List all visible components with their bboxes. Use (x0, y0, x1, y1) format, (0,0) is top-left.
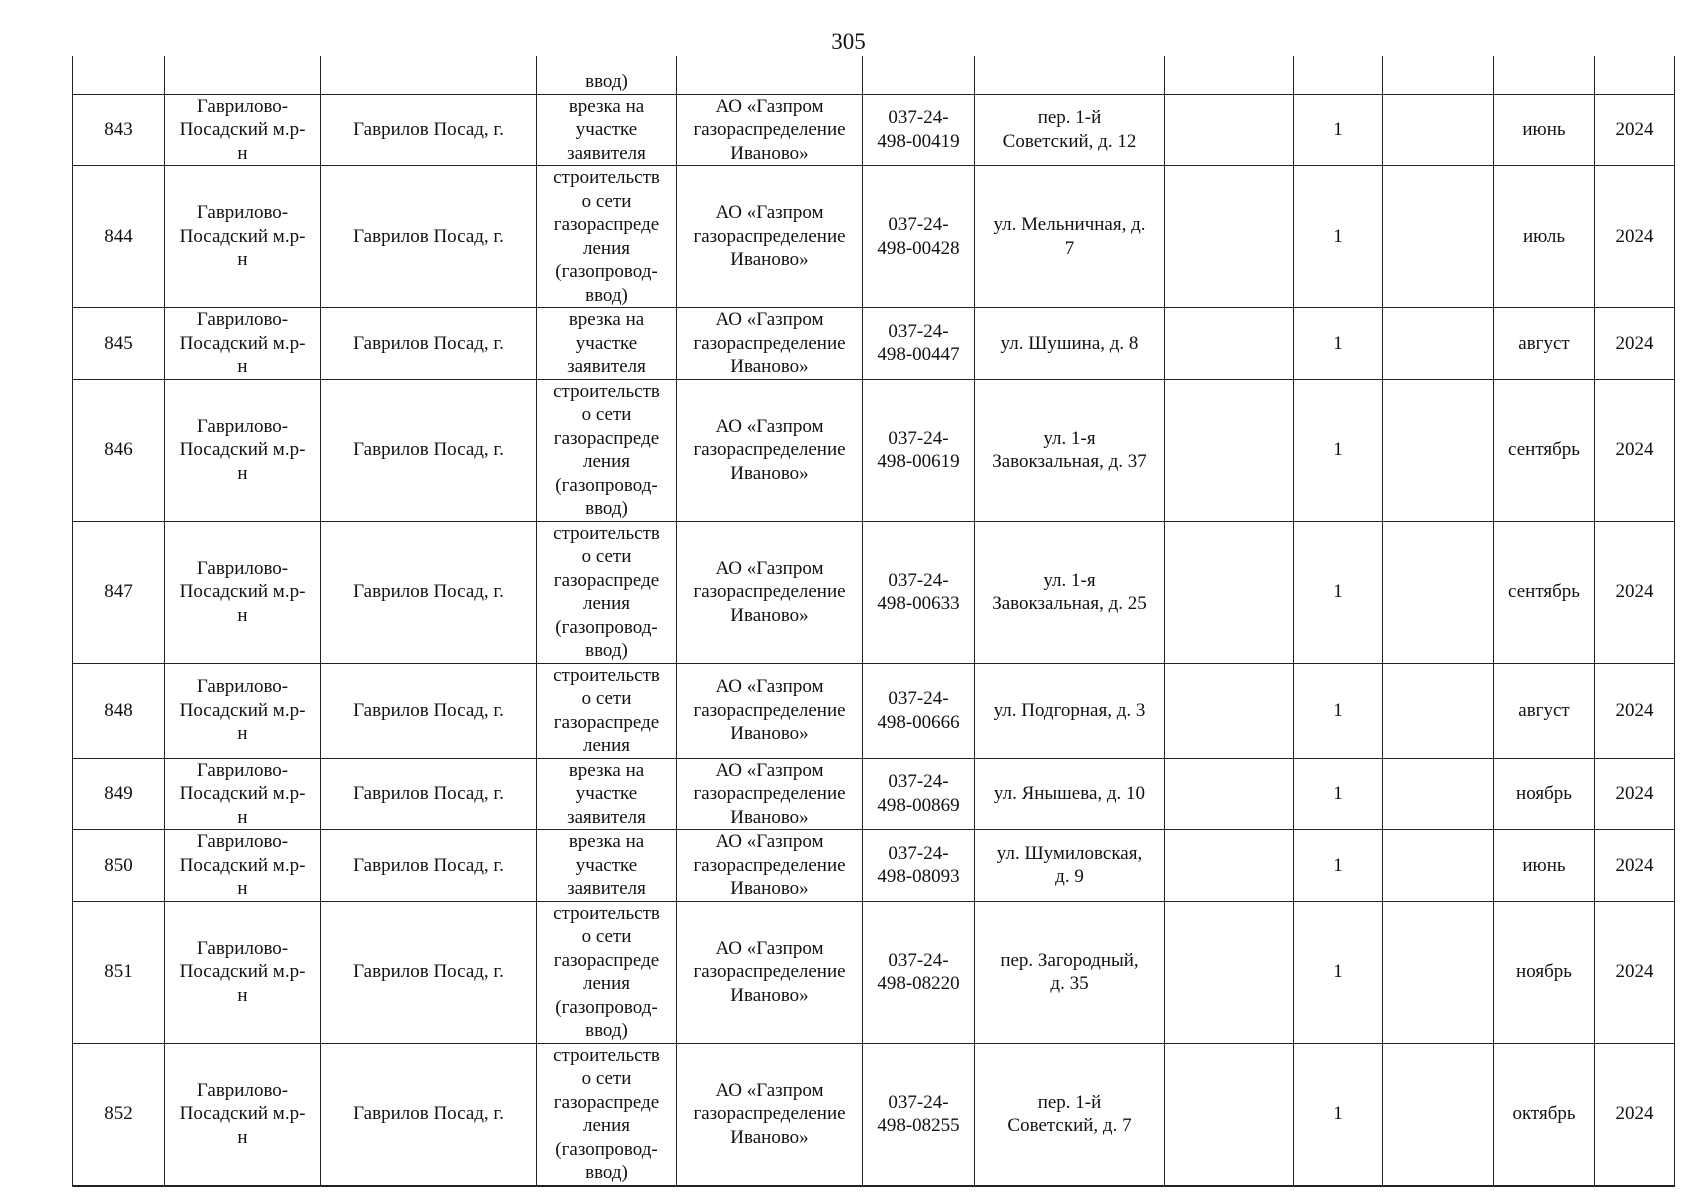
cell-line: Посадский м.р- (179, 332, 306, 354)
cell-line: 037-24- (888, 214, 949, 235)
cell-number: 843 (73, 94, 165, 166)
cell-code (863, 1043, 975, 1186)
cell-line: 498-00619 (877, 451, 960, 472)
cell-month: август (1494, 308, 1595, 380)
cell-locality: Гаврилов Посад, г. (321, 758, 537, 830)
cell-code (863, 758, 975, 830)
cell-line: газораспреде (553, 711, 660, 733)
cell-line: заявителя (567, 806, 646, 828)
cell-empty (1165, 94, 1294, 166)
cell-year: 2024 (1595, 758, 1675, 830)
cell-number: 845 (73, 308, 165, 380)
cell-line: ул. Шушина, д. 8 (1000, 332, 1139, 354)
cell-line: Гаврилово- (196, 415, 289, 437)
cell-line: н (237, 723, 248, 745)
cell-line: о сети (581, 546, 632, 567)
cell-work-type (537, 830, 677, 902)
cell-code (863, 379, 975, 521)
cell-line: (газопровод- (555, 996, 658, 1018)
cell-line: Гаврилово- (196, 202, 289, 224)
cell-district (165, 166, 321, 308)
cell-code (863, 830, 975, 902)
cell-line: ввод) (585, 284, 628, 306)
cell-line: 037-24- (888, 842, 949, 864)
cell-work-type (537, 166, 677, 308)
cell-line: участке (575, 119, 638, 140)
cell-empty (1165, 663, 1294, 758)
cell-month: октябрь (1494, 1043, 1595, 1186)
cell-line: газораспределение (693, 225, 846, 247)
cell-empty (1383, 1043, 1494, 1186)
cell-address (975, 379, 1165, 521)
cell-line: Посадский м.р- (179, 119, 306, 140)
cell-line: Гаврилово- (196, 759, 289, 781)
cell-line: АО «Газпром (715, 759, 824, 781)
cell-district (165, 308, 321, 380)
cell-empty (1165, 56, 1294, 94)
cell-line: АО «Газпром (715, 557, 824, 579)
cell-count: 1 (1294, 830, 1383, 902)
cell-line: участке (575, 332, 638, 354)
cell-line: д. 9 (1055, 866, 1084, 888)
cell-empty (1165, 166, 1294, 308)
cell-year: 2024 (1595, 379, 1675, 521)
cell-empty (677, 56, 863, 94)
cell-line: АО «Газпром (715, 676, 824, 698)
cell-line: ул. 1-я (1043, 427, 1096, 449)
cell-count: 1 (1294, 94, 1383, 166)
cell-district (165, 379, 321, 521)
cell-line: 037-24- (888, 688, 949, 709)
page-number: 305 (831, 29, 866, 54)
cell-line: о сети (581, 926, 632, 947)
table-row (73, 308, 1675, 380)
cell-line: ления (583, 593, 630, 614)
cell-work-type (537, 308, 677, 380)
cell-code (863, 166, 975, 308)
cell-line: 498-00419 (877, 130, 960, 152)
cell-line: 037-24- (888, 771, 949, 793)
cell-empty (1165, 758, 1294, 830)
cell-empty (1383, 94, 1494, 166)
cell-line: ввод) (585, 498, 628, 519)
cell-line: врезка на (568, 759, 645, 781)
cell-line: Посадский м.р- (179, 961, 306, 983)
cell-line: н (237, 604, 248, 626)
cell-line: д. 35 (1050, 973, 1089, 994)
cell-month: сентябрь (1494, 521, 1595, 663)
cell-address (975, 758, 1165, 830)
cell-line: строительств (553, 664, 660, 686)
cell-empty (1383, 830, 1494, 902)
cell-line: Посадский м.р- (179, 439, 306, 461)
cell-number: 851 (73, 901, 165, 1043)
cell-line: пер. 1-й (1037, 107, 1102, 129)
cell-line: заявителя (567, 356, 646, 377)
cell-line: АО «Газпром (715, 415, 824, 437)
cell-line: строительств (553, 902, 660, 924)
cell-year: 2024 (1595, 901, 1675, 1043)
cell-line: Иваново» (730, 723, 809, 745)
cell-empty (1595, 56, 1675, 94)
cell-code (863, 94, 975, 166)
cell-line: Гаврилово- (196, 95, 289, 117)
cell-line: ул. Янышева, д. 10 (993, 783, 1146, 804)
cell-work-type (537, 521, 677, 663)
cell-line: н (237, 356, 248, 377)
cell-code (863, 901, 975, 1043)
cell-district (165, 901, 321, 1043)
cell-line: Иваново» (730, 462, 809, 484)
cell-line: 037-24- (888, 569, 949, 591)
cell-year: 2024 (1595, 1043, 1675, 1186)
cell-address (975, 830, 1165, 902)
cell-month: ноябрь (1494, 758, 1595, 830)
cell-line: ул. Шумиловская, (996, 842, 1143, 864)
cell-district (165, 521, 321, 663)
cell-line: 037-24- (888, 949, 949, 971)
cell-count: 1 (1294, 758, 1383, 830)
cell-district (165, 1043, 321, 1186)
cell-line: Посадский м.р- (179, 854, 306, 876)
cell-count: 1 (1294, 379, 1383, 521)
cell-address (975, 1043, 1165, 1186)
cell-line: о сети (581, 688, 632, 709)
cell-empty (975, 56, 1165, 94)
cell-code (863, 308, 975, 380)
cell-line: Иваново» (730, 878, 809, 899)
cell-number: 850 (73, 830, 165, 902)
table-row (73, 901, 1675, 1043)
cell-locality: Гаврилов Посад, г. (321, 308, 537, 380)
cell-line: газораспределение (693, 439, 846, 461)
cell-locality: Гаврилов Посад, г. (321, 901, 537, 1043)
cell-line: н (237, 806, 248, 828)
cell-code (863, 521, 975, 663)
cell-work-type (537, 379, 677, 521)
cell-organization (677, 308, 863, 380)
table-row (73, 521, 1675, 663)
cell-organization (677, 663, 863, 758)
cell-line: газораспределение (693, 119, 846, 140)
cell-organization (677, 521, 863, 663)
table-body (73, 56, 1675, 1186)
cell-line: (газопровод- (555, 1138, 658, 1160)
cell-work-type (537, 1043, 677, 1186)
cell-line: Гаврилово- (196, 309, 289, 330)
cell-work-type (537, 56, 677, 94)
cell-work-type (537, 758, 677, 830)
cell-empty (1165, 901, 1294, 1043)
cell-line: ввод) (585, 71, 628, 92)
cell-line: 498-08093 (877, 866, 960, 888)
cell-empty (1383, 758, 1494, 830)
cell-empty (1494, 56, 1595, 94)
cell-line: газораспределение (693, 581, 846, 603)
cell-line: Иваново» (730, 604, 809, 626)
cell-line: газораспреде (553, 1091, 660, 1113)
cell-line: 037-24- (888, 1091, 949, 1113)
cell-line: пер. Загородный, (1000, 949, 1139, 971)
cell-locality: Гаврилов Посад, г. (321, 521, 537, 663)
cell-line: н (237, 878, 248, 899)
cell-line: газораспределение (693, 783, 846, 804)
cell-line: Иваново» (730, 806, 809, 828)
cell-line: заявителя (567, 878, 646, 899)
cell-number: 848 (73, 663, 165, 758)
cell-line: ления (583, 1115, 630, 1136)
cell-year: 2024 (1595, 830, 1675, 902)
table-row (73, 758, 1675, 830)
cell-line: Советский, д. 12 (1002, 130, 1137, 152)
cell-empty (1383, 166, 1494, 308)
cell-month: июль (1494, 166, 1595, 308)
cell-line: о сети (581, 190, 632, 212)
cell-number: 852 (73, 1043, 165, 1186)
table-row (73, 94, 1675, 166)
cell-count: 1 (1294, 663, 1383, 758)
cell-locality: Гаврилов Посад, г. (321, 1043, 537, 1186)
cell-district (165, 94, 321, 166)
cell-empty (1383, 901, 1494, 1043)
cell-work-type (537, 94, 677, 166)
cell-line: АО «Газпром (715, 95, 824, 117)
cell-line: Иваново» (730, 1126, 809, 1148)
cell-year: 2024 (1595, 308, 1675, 380)
cell-line: строительств (553, 167, 660, 188)
cell-line: ления (583, 973, 630, 994)
cell-line: 498-00869 (877, 794, 960, 816)
cell-organization (677, 830, 863, 902)
cell-count: 1 (1294, 308, 1383, 380)
cell-line: газораспреде (553, 569, 660, 591)
cell-line: врезка на (568, 95, 645, 117)
cell-line: газораспреде (553, 427, 660, 449)
cell-line: Гаврилово- (196, 1079, 289, 1101)
cell-address (975, 166, 1165, 308)
cell-line: Посадский м.р- (179, 699, 306, 721)
cell-code (863, 663, 975, 758)
cell-empty (1165, 1043, 1294, 1186)
cell-line: 498-00428 (877, 237, 960, 259)
cell-line: АО «Газпром (715, 309, 824, 330)
cell-line: ввод) (585, 1020, 628, 1041)
cell-line: ул. 1-я (1043, 569, 1096, 591)
cell-month: сентябрь (1494, 379, 1595, 521)
cell-line: Гаврилово- (196, 831, 289, 852)
cell-line: о сети (581, 1068, 632, 1089)
cell-year: 2024 (1595, 94, 1675, 166)
cell-empty (863, 56, 975, 94)
cell-address (975, 663, 1165, 758)
cell-line: газораспределение (693, 961, 846, 983)
cell-line: н (237, 462, 248, 484)
table-row (73, 1043, 1675, 1186)
cell-work-type (537, 901, 677, 1043)
table-row (73, 166, 1675, 308)
cell-locality: Гаврилов Посад, г. (321, 94, 537, 166)
cell-line: врезка на (568, 831, 645, 852)
cell-line: 498-08220 (877, 973, 960, 994)
cell-month: ноябрь (1494, 901, 1595, 1043)
cell-address (975, 901, 1165, 1043)
cell-organization (677, 166, 863, 308)
cell-line: ления (583, 735, 630, 756)
cell-line: Гаврилово- (196, 557, 289, 579)
table-row (73, 663, 1675, 758)
cell-line: участке (575, 783, 638, 804)
cell-organization (677, 379, 863, 521)
cell-line: АО «Газпром (715, 831, 824, 852)
cell-line: газораспреде (553, 214, 660, 235)
cell-line: АО «Газпром (715, 202, 824, 224)
cell-empty (1294, 56, 1383, 94)
registry-table (72, 56, 1675, 1187)
cell-line: (газопровод- (555, 616, 658, 638)
cell-line: врезка на (568, 309, 645, 330)
cell-year: 2024 (1595, 521, 1675, 663)
cell-empty (1383, 56, 1494, 94)
cell-line: Завокзальная, д. 25 (992, 593, 1147, 614)
cell-line: (газопровод- (555, 261, 658, 282)
cell-line: 498-00666 (877, 711, 960, 733)
cell-address (975, 308, 1165, 380)
cell-count: 1 (1294, 901, 1383, 1043)
cell-line: газораспреде (553, 949, 660, 971)
table-row (73, 379, 1675, 521)
cell-line: н (237, 142, 248, 164)
cell-locality: Гаврилов Посад, г. (321, 830, 537, 902)
cell-district (165, 663, 321, 758)
cell-line: Завокзальная, д. 37 (992, 451, 1147, 472)
cell-month: июнь (1494, 830, 1595, 902)
cell-count: 1 (1294, 1043, 1383, 1186)
cell-line: н (237, 1126, 248, 1148)
cell-line: строительств (553, 1044, 660, 1066)
cell-line: 7 (1064, 237, 1075, 259)
cell-empty (1383, 379, 1494, 521)
cell-line: ввод) (585, 640, 628, 661)
cell-line: 498-00633 (877, 593, 960, 614)
cell-organization (677, 901, 863, 1043)
cell-address (975, 521, 1165, 663)
cell-line: газораспределение (693, 1103, 846, 1125)
cell-line: ул. Мельничная, д. (993, 214, 1146, 235)
cell-locality: Гаврилов Посад, г. (321, 663, 537, 758)
cell-line: Гаврилово- (196, 676, 289, 698)
cell-count: 1 (1294, 166, 1383, 308)
cell-locality: Гаврилов Посад, г. (321, 166, 537, 308)
cell-line: пер. 1-й (1037, 1091, 1102, 1113)
cell-month: август (1494, 663, 1595, 758)
cell-line: Посадский м.р- (179, 581, 306, 603)
cell-line: участке (575, 854, 638, 876)
cell-line: АО «Газпром (715, 1079, 824, 1101)
cell-line: АО «Газпром (715, 937, 824, 959)
cell-line: Посадский м.р- (179, 783, 306, 804)
cell-line: Посадский м.р- (179, 1103, 306, 1125)
cell-month: июнь (1494, 94, 1595, 166)
table-row-continued (73, 56, 1675, 94)
cell-line: газораспределение (693, 332, 846, 354)
cell-empty (1383, 308, 1494, 380)
cell-number: 847 (73, 521, 165, 663)
cell-line: ул. Подгорная, д. 3 (993, 699, 1146, 721)
cell-count: 1 (1294, 521, 1383, 663)
cell-line: Иваново» (730, 356, 809, 377)
cell-district (165, 758, 321, 830)
cell-line: 037-24- (888, 107, 949, 129)
cell-year: 2024 (1595, 166, 1675, 308)
cell-work-type (537, 663, 677, 758)
cell-line: Иваново» (730, 142, 809, 164)
cell-line: Гаврилово- (196, 937, 289, 959)
cell-locality: Гаврилов Посад, г. (321, 379, 537, 521)
cell-line: (газопровод- (555, 474, 658, 496)
cell-line: ления (583, 237, 630, 259)
cell-line: заявителя (567, 142, 646, 164)
cell-line: Посадский м.р- (179, 225, 306, 247)
cell-empty (1383, 663, 1494, 758)
table-row (73, 830, 1675, 902)
cell-number: 846 (73, 379, 165, 521)
cell-line: ввод) (585, 1162, 628, 1183)
cell-line: газораспределение (693, 854, 846, 876)
cell-number: 844 (73, 166, 165, 308)
cell-empty (165, 56, 321, 94)
cell-line: газораспределение (693, 699, 846, 721)
cell-empty (1165, 521, 1294, 663)
cell-organization (677, 758, 863, 830)
cell-line: строительств (553, 522, 660, 544)
cell-line: 498-08255 (877, 1115, 960, 1136)
cell-year: 2024 (1595, 663, 1675, 758)
cell-line: н (237, 984, 248, 1006)
cell-line: о сети (581, 404, 632, 425)
cell-empty (73, 56, 165, 94)
cell-organization (677, 94, 863, 166)
cell-line: Советский, д. 7 (1007, 1115, 1132, 1136)
cell-line: 498-00447 (877, 344, 960, 366)
cell-line: Иваново» (730, 984, 809, 1006)
cell-line: ления (583, 451, 630, 472)
cell-empty (1383, 521, 1494, 663)
cell-number: 849 (73, 758, 165, 830)
cell-line: 037-24- (888, 320, 949, 342)
cell-empty (1165, 308, 1294, 380)
cell-organization (677, 1043, 863, 1186)
cell-address (975, 94, 1165, 166)
cell-empty (321, 56, 537, 94)
cell-empty (1165, 379, 1294, 521)
cell-empty (1165, 830, 1294, 902)
cell-line: 037-24- (888, 427, 949, 449)
cell-line: н (237, 249, 248, 271)
cell-district (165, 830, 321, 902)
cell-line: строительств (553, 380, 660, 402)
cell-line: Иваново» (730, 249, 809, 271)
